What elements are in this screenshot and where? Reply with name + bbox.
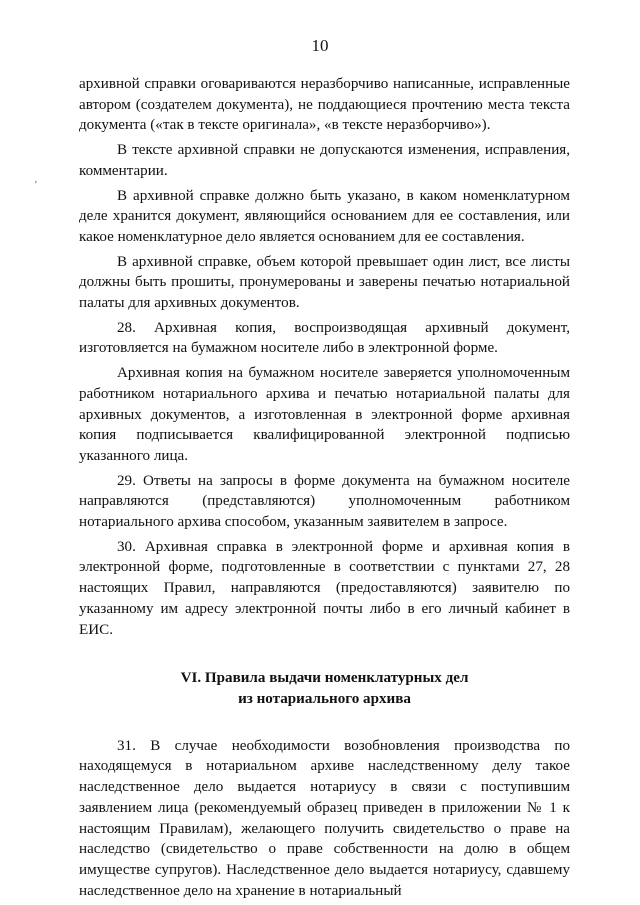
paragraph: архивной справки оговариваются неразборчиво написанные, исправленные автором (создателем документа), не поддающиеся прочтению места текста документа («так в тексте оригинала», «в тексте неразборчиво»). [79, 76, 570, 134]
document-body [79, 74, 570, 905]
section-heading [79, 668, 570, 709]
paragraph: Архивная копия на бумажном носителе заверяется уполномоченным работником нотариального архива и печатью нотариальной палаты для архивных документов, а изготовленная в электронной форме архивная копия подписывается квалифицированной электронной подписью указанного лица. [79, 365, 570, 464]
margin-mark: ' [35, 180, 37, 191]
paragraph-item-28: 28. Архивная копия, воспроизводящая архивный документ, изготовляется на бумажном носителе либо в электронной форме. [79, 319, 570, 357]
paragraph-item-30: 30. Архивная справка в электронной форме и архивная копия в электронной форме, подготовленные в соответствии с пунктами 27, 28 настоящих Правил, направляются (предоставляются) заявителю по указанному им адресу электронной почты либо в его личный кабинет в ЕИС. [79, 538, 570, 638]
paragraph-item-31: 31. В случае необходимости возобновления производства по находящемуся в нотариальном архиве наследственному делу такое наследственное дело выдается нотариусу в связи с поступившим заявлением лица (рекомендуемый образец приведен в приложении № 1 к настоящим Правилам), желающего получить свидетельство о праве на наследство (свидетельство о праве собственности на долю в общем имуществе супругов). Наследственное дело выдается нотариусу, сдавшему наследственное дело на хранение в нотариальный [79, 737, 570, 899]
paragraph-item-29: 29. Ответы на запросы в форме документа на бумажном носителе направляются (представляются) уполномоченным работником нотариального архива способом, указанным заявителем в запросе. [79, 472, 570, 531]
section-heading-line-2: из нотариального архива [238, 690, 411, 707]
page-number: 10 [311, 36, 329, 55]
section-heading-line-1: VI. Правила выдачи номенклатурных дел [180, 670, 469, 687]
paragraph: В архивной справке должно быть указано, в каком номенклатурном деле хранится документ, являющийся основанием для ее составления, или какое номенклатурное дело является основанием для ее составления. [79, 187, 570, 245]
paragraph: В тексте архивной справки не допускаются изменения, исправления, комментарии. [79, 142, 570, 179]
paragraph: В архивной справке, объем которой превышает один лист, все листы должны быть прошиты, пронумерованы и заверены печатью нотариальной палаты для архивных документов. [79, 253, 570, 312]
